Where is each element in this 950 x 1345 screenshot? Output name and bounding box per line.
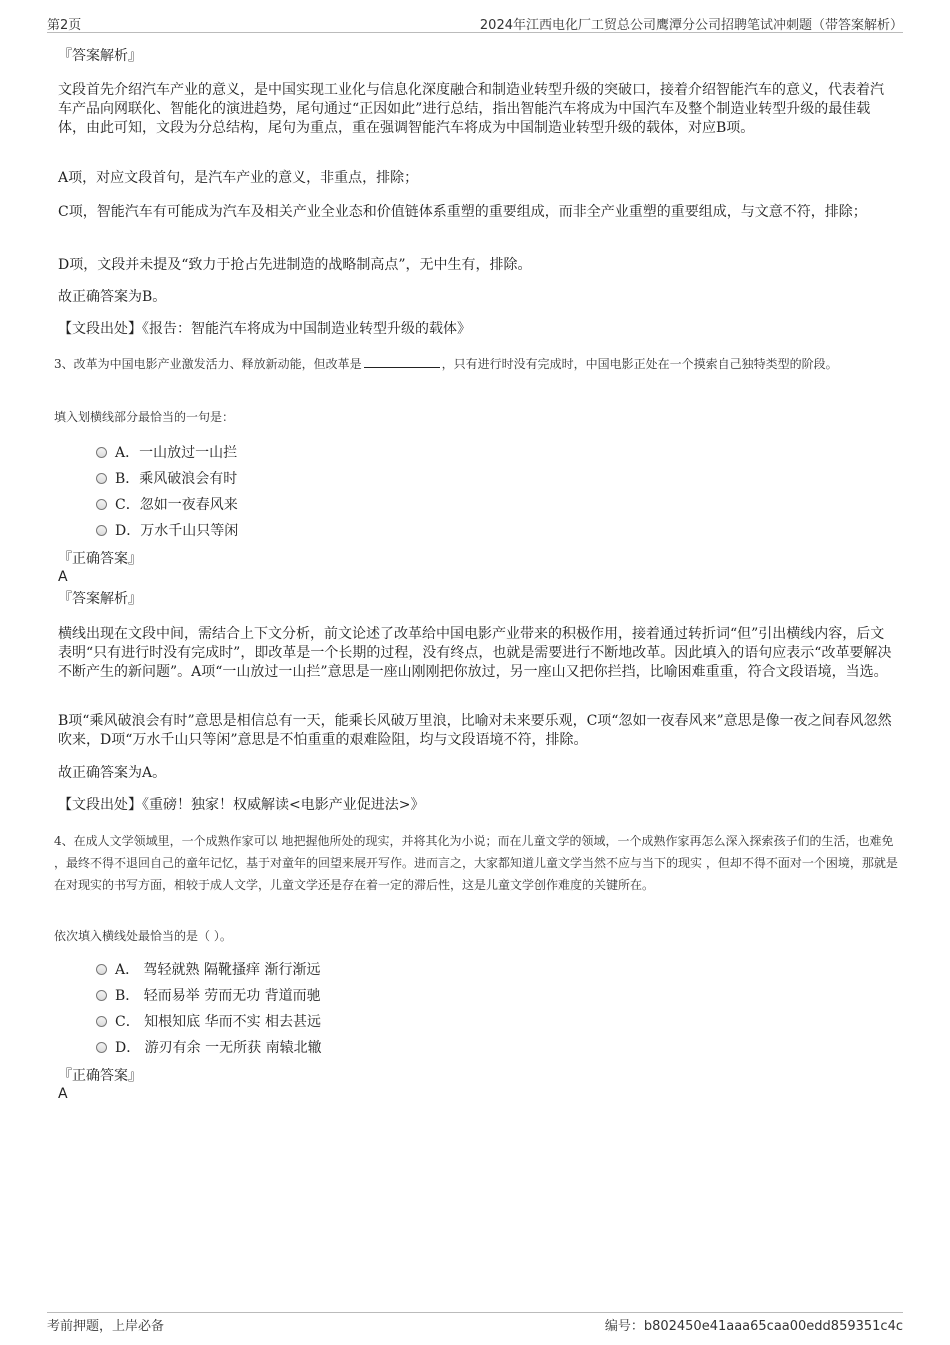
page-number: 第2页 [47, 18, 82, 33]
q3-answer: A [58, 569, 68, 585]
q3-blank [364, 355, 440, 368]
radio-icon[interactable] [96, 447, 107, 458]
q3-option-d[interactable]: D．万水千山只等闲 [96, 522, 238, 541]
q2-option-a-note: A项，对应文段首句，是汽车产业的意义，非重点，排除； [58, 170, 419, 186]
q3-source: 【文段出处】《重磅！独家！权威解读<电影产业促进法>》 [58, 797, 425, 813]
q3-option-b[interactable]: B．乘风破浪会有时 [96, 470, 237, 489]
q3-option-a[interactable]: A．一山放过一山拦 [96, 444, 237, 463]
q4-option-a[interactable]: A． 驾轻就熟 隔靴搔痒 渐行渐远 [96, 961, 320, 980]
radio-icon[interactable] [96, 1016, 107, 1027]
q3-conclusion: 故正确答案为A。 [58, 765, 167, 781]
q4-prompt: 依次填入横线处最恰当的是（ ）。 [54, 929, 232, 943]
radio-icon[interactable] [96, 499, 107, 510]
q2-option-d-note: D项，文段并未提及“致力于抢占先进制造的战略制高点”，无中生有，排除。 [58, 257, 532, 273]
q4-option-b[interactable]: B． 轻而易举 劳而无功 背道而驰 [96, 987, 321, 1006]
q2-conclusion: 故正确答案为B。 [58, 289, 167, 305]
q4-answer: A [58, 1086, 68, 1102]
radio-icon[interactable] [96, 525, 107, 536]
q4-option-c[interactable]: C． 知根知底 华而不实 相去甚远 [96, 1013, 321, 1032]
radio-icon[interactable] [96, 990, 107, 1001]
q3-answer-label: 『正确答案』 [58, 551, 142, 567]
q2-analysis-label: 『答案解析』 [58, 48, 142, 64]
q2-source: 【文段出处】《报告：智能汽车将成为中国制造业转型升级的载体》 [58, 321, 471, 337]
footer-slogan: 考前押题，上岸必备 [47, 1319, 165, 1334]
document-code: 编号：b802450e41aaa65caa00edd859351c4c [604, 1319, 903, 1334]
document-title: 2024年江西电化厂工贸总公司鹰潭分公司招聘笔试冲刺题（带答案解析） [479, 18, 903, 33]
q4-option-d[interactable]: D． 游刃有余 一无所获 南辕北辙 [96, 1039, 322, 1058]
q2-option-c-note: C项，智能汽车有可能成为汽车及相关产业全业态和价值链体系重塑的重要组成，而非全产业重塑的重要组成，与文意不符，排除； [58, 204, 867, 220]
q4-answer-label: 『正确答案』 [58, 1068, 142, 1084]
q3-prompt: 填入划横线部分最恰当的一句是： [54, 410, 235, 424]
radio-icon[interactable] [96, 473, 107, 484]
q3-analysis-1: 横线出现在文段中间，需结合上下文分析，前文论述了改革给中国电影产业带来的积极作用，接着通过转折词“但”引出横线内容，后文表明“只有进行时没有完成时”，即改革是一个长期的过程，没有终点，也就是需要进行不断地改革。因此填入的语句应表示“改革要解决不断产生的新问题”。A项“一山放过一山拦”意思是一座山刚刚把你放过，另一座山又把你拦挡，比喻困难重重，符合文段语境，当选。 [58, 626, 892, 680]
q4-stem: 4、在成人文学领域里，一个成熟作家可以 地把握他所处的现实，并将其化为小说；而在儿童文学的领域，一个成熟作家再怎么深入探索孩子们的生活，也难免 ，最终不得不退回自己的童年记忆，基于对童年的回望来展开写作。进而言之，大家都知道儿童文学当然不应与当下的现实 ，但却不得不面对一个困境，那就是在对现实的书写方面，相较于成人文学，儿童文学还是存在着一定的滞后性，这是儿童文学创作难度的关键所在。 [54, 834, 898, 892]
radio-icon[interactable] [96, 964, 107, 975]
q3-analysis-label: 『答案解析』 [58, 591, 142, 607]
radio-icon[interactable] [96, 1042, 107, 1053]
q3-stem: 3、改革为中国电影产业激发活力、释放新动能，但改革是 ，只有进行时没有完成时，中国电影正处在一个摸索自己独特类型的阶段。 [54, 357, 838, 371]
page-header [47, 12, 903, 33]
q3-option-c[interactable]: C．忽如一夜春风来 [96, 496, 238, 515]
q3-analysis-2: B项“乘风破浪会有时”意思是相信总有一天，能乘长风破万里浪，比喻对未来要乐观，C项“忽如一夜春风来”意思是像一夜之间春风忽然吹来，D项“万水千山只等闲”意思是不怕重重的艰难险阻，均与文段语境不符，排除。 [58, 713, 892, 748]
q2-analysis: 文段首先介绍汽车产业的意义，是中国实现工业化与信息化深度融合和制造业转型升级的突破口，接着介绍智能汽车的意义，代表着汽车产品向网联化、智能化的演进趋势，尾句通过“正因如此”进行总结，指出智能汽车将成为中国汽车及整个制造业转型升级的最佳载体，由此可知，文段为分总结构，尾句为重点，重在强调智能汽车将成为中国制造业转型升级的载体，对应B项。 [58, 82, 884, 136]
page-footer [47, 1312, 903, 1333]
